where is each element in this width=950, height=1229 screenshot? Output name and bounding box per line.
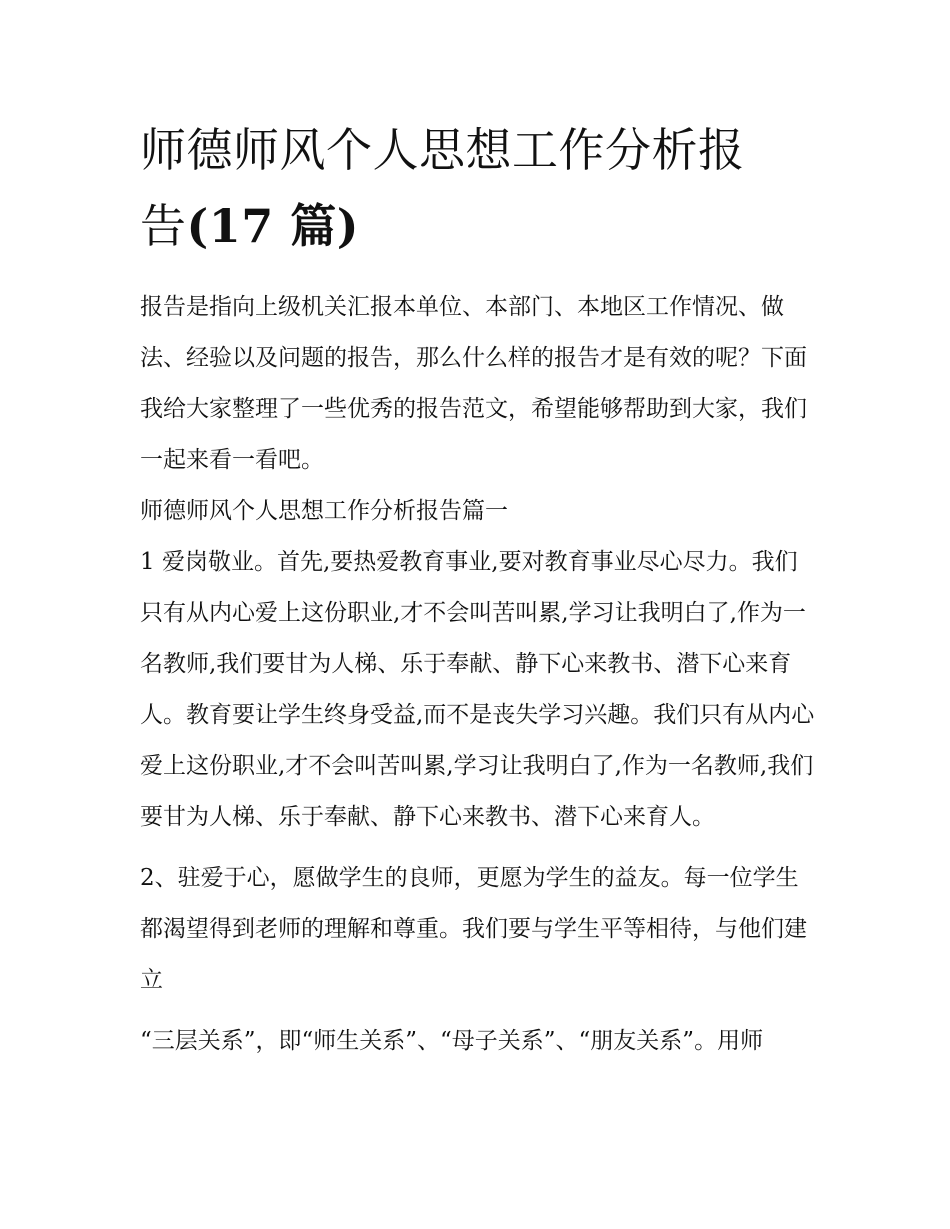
intro-paragraph: 报告是指向上级机关汇报本单位、本部门、本地区工作情况、做法、经验以及问题的报告，那么什么样的报告才是有效的呢？下面我给大家整理了一些优秀的报告范文，希望能够帮助到大家，我们一起来看一看吧。 bbox=[140, 294, 807, 473]
title-line-1: 师德师风个人思想工作分析报 bbox=[140, 123, 745, 177]
paragraph-continued: “三层关系”，即“师生关系”、“母子关系”、“朋友关系”。用师 bbox=[140, 1028, 764, 1054]
section-heading: 师德师风个人思想工作分析报告篇一 bbox=[140, 498, 508, 524]
document-title bbox=[140, 112, 820, 264]
document-body bbox=[140, 112, 820, 1067]
title-line-2-count: (17 bbox=[186, 199, 274, 253]
title-line-2-prefix: 告 bbox=[140, 199, 187, 253]
paragraph-point-2: 2、驻爱于心，愿做学生的良师，更愿为学生的益友。每一位学生都渴望得到老师的理解和尊重。我们要与学生平等相待，与他们建立 bbox=[140, 865, 807, 993]
paragraph-point-1: 1 爱岗敬业。首先,要热爱教育事业,要对教育事业尽心尽力。我们只有从内心爱上这份职业,才不会叫苦叫累,学习让我明白了,作为一名教师,我们要甘为人梯、乐于奉献、静下心来教书、潜下心来育人。教育要让学生终身受益,而不是丧失学习兴趣。我们只有从内心爱上这份职业,才不会叫苦叫累,学习让我明白了,作为一名教师,我们要甘为人梯、乐于奉献、静下心来教书、潜下心来育人。 bbox=[140, 549, 815, 830]
title-line-2-suffix: 篇) bbox=[273, 199, 360, 253]
